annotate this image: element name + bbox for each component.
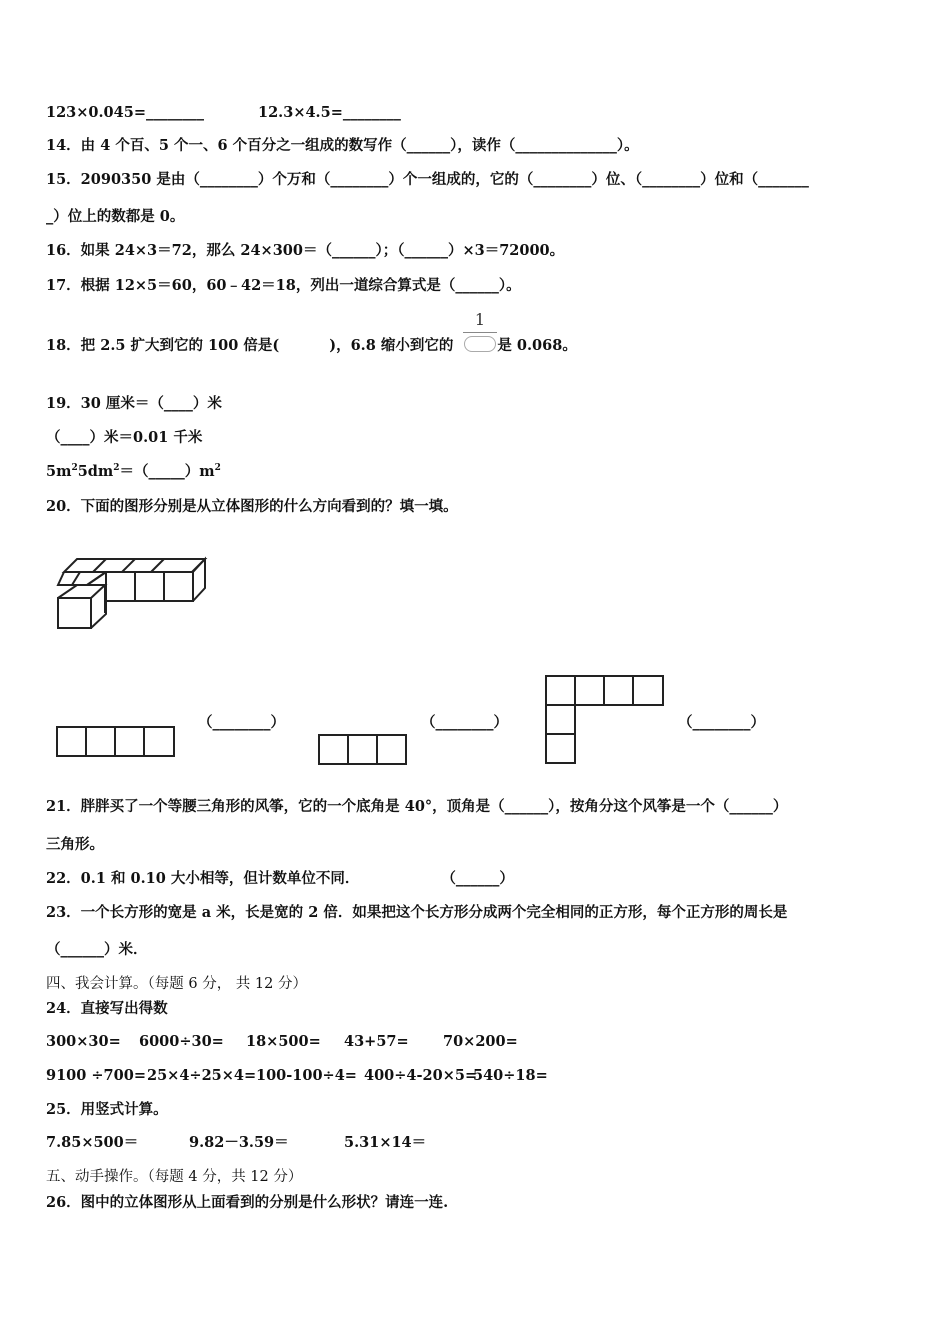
q13-a: 123×0.045=________ [46,104,204,121]
view-front-4 [56,726,176,758]
q23-line1: 23．一个长方形的宽是 a 米，长是宽的 2 倍．如果把这个长方形分成两个完全相同的正方形，每个正方形的周长是 [46,904,788,921]
view-top-3 [318,734,408,766]
q20-blank2: （________） [421,714,508,731]
q18-part1: 18．把 2.5 扩大到它的 100 倍是( [46,337,280,354]
q19-line1: 19．30 厘米＝（____）米 [46,395,222,412]
q22: 22．0.1 和 0.10 大小相等，但计数单位不同． （______） [46,870,514,887]
section-5-heading: 五、动手操作。（每题 4 分，共 12 分） [46,1169,303,1185]
q19-line2: （____）米＝0.01 千米 [46,429,203,446]
fraction [461,310,499,356]
q18-part3: 是 0.068。 [497,337,577,354]
view-side-L [545,675,665,769]
q15-line1: 15．2090350 是由（________）个万和（________）个一组成的，它的（________）位、（________）位和（_______ [46,171,809,188]
q24-title: 24．直接写出得数 [46,1000,168,1017]
q14: 14．由 4 个百、5 个一、6 个百分之一组成的数写作（______），读作（______________）。 [46,137,639,154]
solid-figure [55,555,215,635]
q16: 16．如果 24×3＝72，那么 24×300＝（______）；（______）×3＝72000。 [46,242,565,259]
fraction-bar [463,332,497,333]
q20-blank3: （________） [678,714,765,731]
q21-line2: 三角形。 [46,836,104,853]
q13-b: 12.3×4.5=________ [258,104,401,121]
q19-line3: $5m^25dm^2=(\_\_\_\_\_)m^2$ [46,463,221,480]
q18-part2: )，6.8 缩小到它的 [329,337,454,354]
q21-line1: 21．胖胖买了一个等腰三角形的风筝，它的一个底角是 40°，顶角是（______），按角分这个风筝是一个（______） [46,798,788,815]
q17: 17．根据 12×5＝60，60﹣42＝18，列出一道综合算式是（______）。 [46,277,521,294]
q26: 26．图中的立体图形从上面看到的分别是什么形状？请连一连. [46,1194,449,1211]
q23-line2: （______）米． [46,941,148,958]
fraction-denominator-blank [464,336,496,352]
q20-blank1: （________） [198,714,285,731]
q15-line2: _）位上的数都是 0。 [46,208,185,225]
section-4-heading: 四、我会计算。（每题 6 分， 共 12 分） [46,976,307,992]
q25-title: 25．用竖式计算。 [46,1101,168,1118]
q20-text: 20．下面的图形分别是从立体图形的什么方向看到的？填一填。 [46,498,458,515]
fraction-numerator: 1 [474,310,486,329]
